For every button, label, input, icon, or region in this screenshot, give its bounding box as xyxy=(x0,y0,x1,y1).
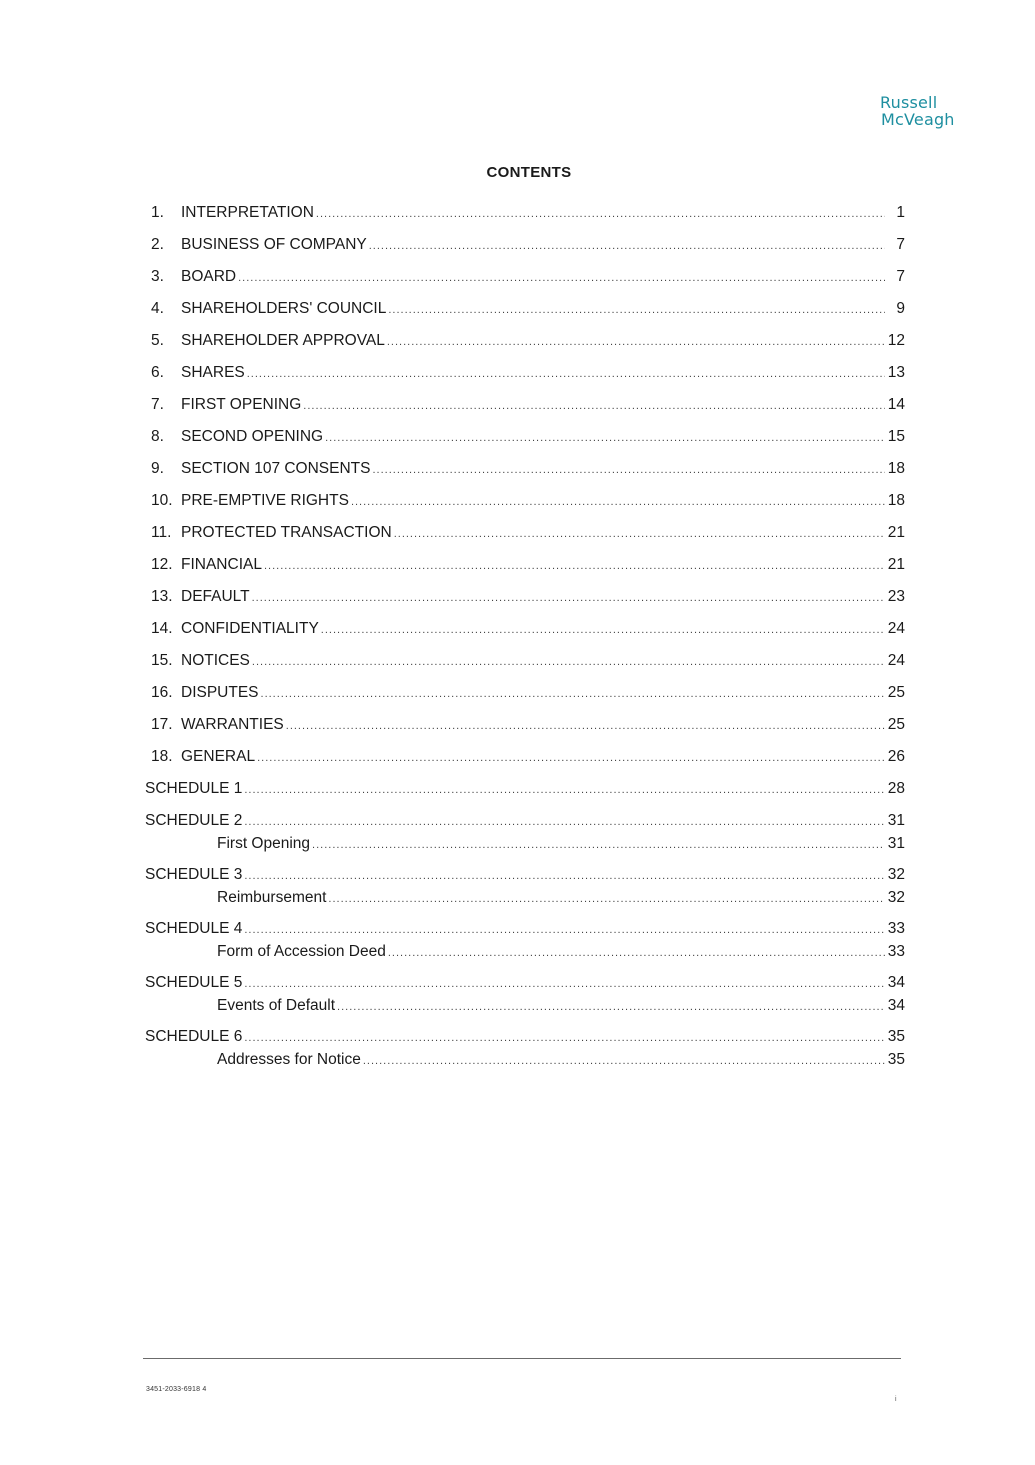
toc-entry-label: DEFAULT xyxy=(181,588,250,605)
toc-entry[interactable] xyxy=(145,456,905,488)
toc-entry-label: BOARD xyxy=(181,268,237,285)
toc-entry-page: 26 xyxy=(887,748,905,765)
toc-entry-label: FINANCIAL xyxy=(181,556,262,573)
schedule-page: 31 xyxy=(887,812,905,829)
dot-leader xyxy=(388,947,885,959)
dot-leader xyxy=(321,624,885,636)
toc-entry[interactable] xyxy=(145,552,905,584)
toc-entry-page: 24 xyxy=(887,620,905,637)
dot-leader xyxy=(244,816,885,828)
toc-entry-page: 7 xyxy=(896,268,905,285)
toc-entry-number: 9. xyxy=(151,460,164,477)
schedule-subtitle: Form of Accession Deed xyxy=(217,943,386,960)
dot-leader xyxy=(244,924,885,936)
document-reference: 3451-2033-6918 4 xyxy=(146,1386,207,1393)
toc-entry-page: 7 xyxy=(896,236,905,253)
dot-leader xyxy=(252,656,885,668)
table-of-contents xyxy=(145,200,905,1078)
dot-leader xyxy=(363,1055,885,1067)
toc-schedule[interactable] xyxy=(145,1024,905,1078)
dot-leader xyxy=(244,870,885,882)
toc-schedule[interactable] xyxy=(145,916,905,970)
dot-leader xyxy=(244,978,885,990)
page-title: CONTENTS xyxy=(486,164,572,181)
toc-entry-number: 16. xyxy=(151,684,173,701)
toc-entry-label: SHARES xyxy=(181,364,245,381)
toc-entry-label: PROTECTED TRANSACTION xyxy=(181,524,392,541)
toc-entry-page: 23 xyxy=(887,588,905,605)
page-number: i xyxy=(895,1396,897,1403)
schedule-subtitle: First Opening xyxy=(217,835,311,852)
schedule-label: SCHEDULE 1 xyxy=(145,780,243,797)
schedule-subtitle-page: 33 xyxy=(887,943,905,960)
toc-entry-page: 25 xyxy=(887,684,905,701)
toc-entry-label: SHAREHOLDERS' COUNCIL xyxy=(181,300,387,317)
toc-entry-page: 18 xyxy=(887,492,905,509)
footer-rule xyxy=(143,1358,901,1359)
toc-entry[interactable] xyxy=(145,328,905,360)
toc-schedule[interactable] xyxy=(145,776,905,808)
toc-entry-number: 7. xyxy=(151,396,164,413)
toc-entry-number: 5. xyxy=(151,332,164,349)
schedule-label: SCHEDULE 4 xyxy=(145,920,243,937)
toc-entry[interactable] xyxy=(145,488,905,520)
toc-entry-number: 14. xyxy=(151,620,173,637)
schedule-page: 33 xyxy=(887,920,905,937)
schedule-subtitle-page: 32 xyxy=(887,889,905,906)
toc-entry-number: 17. xyxy=(151,716,173,733)
dot-leader xyxy=(337,1001,885,1013)
toc-entry[interactable] xyxy=(145,200,905,232)
dot-leader xyxy=(387,336,885,348)
toc-schedule[interactable] xyxy=(145,808,905,862)
toc-entry-label: SECTION 107 CONSENTS xyxy=(181,460,371,477)
schedule-subtitle: Addresses for Notice xyxy=(217,1051,361,1068)
russell-mcveagh-logo xyxy=(880,94,955,128)
toc-entry-page: 24 xyxy=(887,652,905,669)
toc-entry-number: 15. xyxy=(151,652,173,669)
schedule-subtitle-page: 35 xyxy=(887,1051,905,1068)
toc-entry[interactable] xyxy=(145,296,905,328)
toc-entry-page: 18 xyxy=(887,460,905,477)
toc-entry[interactable] xyxy=(145,232,905,264)
toc-entry[interactable] xyxy=(145,680,905,712)
toc-entry-number: 3. xyxy=(151,268,164,285)
toc-entry-label: PRE-EMPTIVE RIGHTS xyxy=(181,492,349,509)
toc-entry-label: INTERPRETATION xyxy=(181,204,314,221)
toc-entry-number: 18. xyxy=(151,748,173,765)
dot-leader xyxy=(373,464,886,476)
toc-schedule[interactable] xyxy=(145,862,905,916)
toc-entry-page: 9 xyxy=(896,300,905,317)
schedule-subtitle-page: 34 xyxy=(887,997,905,1014)
toc-entry-label: WARRANTIES xyxy=(181,716,284,733)
dot-leader xyxy=(238,272,885,284)
schedule-label: SCHEDULE 3 xyxy=(145,866,243,883)
toc-entry[interactable] xyxy=(145,424,905,456)
dot-leader xyxy=(369,240,885,252)
toc-entry-label: NOTICES xyxy=(181,652,250,669)
toc-entry[interactable] xyxy=(145,520,905,552)
schedule-label: SCHEDULE 6 xyxy=(145,1028,243,1045)
toc-entry-number: 13. xyxy=(151,588,173,605)
dot-leader xyxy=(244,1032,885,1044)
logo-line-1: Russell xyxy=(880,93,938,112)
toc-entry-page: 25 xyxy=(887,716,905,733)
schedule-subtitle: Events of Default xyxy=(217,997,336,1014)
dot-leader xyxy=(325,432,885,444)
toc-entry[interactable] xyxy=(145,616,905,648)
dot-leader xyxy=(244,784,885,796)
toc-entry-number: 2. xyxy=(151,236,164,253)
toc-entry[interactable] xyxy=(145,264,905,296)
toc-entry-label: GENERAL xyxy=(181,748,256,765)
dot-leader xyxy=(312,839,885,851)
dot-leader xyxy=(264,560,885,572)
dot-leader xyxy=(328,893,885,905)
toc-entry-number: 12. xyxy=(151,556,173,573)
toc-entry-label: CONFIDENTIALITY xyxy=(181,620,319,637)
dot-leader xyxy=(261,688,885,700)
dot-leader xyxy=(247,368,885,380)
toc-entry-number: 10. xyxy=(151,492,173,509)
toc-entry-page: 12 xyxy=(887,332,905,349)
toc-entry-number: 8. xyxy=(151,428,164,445)
dot-leader xyxy=(388,304,885,316)
toc-entry-label: BUSINESS OF COMPANY xyxy=(181,236,367,253)
toc-entry-page: 1 xyxy=(896,204,905,221)
schedule-page: 35 xyxy=(887,1028,905,1045)
toc-entry-label: DISPUTES xyxy=(181,684,259,701)
toc-entry-page: 21 xyxy=(887,556,905,573)
toc-entry[interactable] xyxy=(145,584,905,616)
toc-entry[interactable] xyxy=(145,360,905,392)
toc-entry[interactable] xyxy=(145,712,905,744)
schedule-subtitle-page: 31 xyxy=(887,835,905,852)
dot-leader xyxy=(257,752,885,764)
dot-leader xyxy=(252,592,885,604)
dot-leader xyxy=(394,528,885,540)
dot-leader xyxy=(286,720,885,732)
toc-entry-label: SECOND OPENING xyxy=(181,428,324,445)
dot-leader xyxy=(316,208,885,220)
toc-entry[interactable] xyxy=(145,392,905,424)
toc-entry-number: 6. xyxy=(151,364,164,381)
logo-line-2: McVeagh xyxy=(881,110,955,129)
toc-entry-number: 1. xyxy=(151,204,164,221)
toc-entry-page: 21 xyxy=(887,524,905,541)
toc-entry[interactable] xyxy=(145,648,905,680)
toc-entry-page: 13 xyxy=(887,364,905,381)
schedule-subtitle: Reimbursement xyxy=(217,889,327,906)
schedule-label: SCHEDULE 5 xyxy=(145,974,243,991)
dot-leader xyxy=(351,496,885,508)
toc-entry-page: 15 xyxy=(887,428,905,445)
toc-entry-number: 11. xyxy=(151,524,172,541)
toc-entry-page: 14 xyxy=(887,396,905,413)
toc-entry[interactable] xyxy=(145,744,905,776)
toc-entry-label: FIRST OPENING xyxy=(181,396,302,413)
schedule-page: 32 xyxy=(887,866,905,883)
schedule-label: SCHEDULE 2 xyxy=(145,812,243,829)
toc-entry-number: 4. xyxy=(151,300,164,317)
schedule-page: 34 xyxy=(887,974,905,991)
toc-entry-label: SHAREHOLDER APPROVAL xyxy=(181,332,385,349)
dot-leader xyxy=(303,400,885,412)
toc-schedule[interactable] xyxy=(145,970,905,1024)
schedule-page: 28 xyxy=(887,780,905,797)
